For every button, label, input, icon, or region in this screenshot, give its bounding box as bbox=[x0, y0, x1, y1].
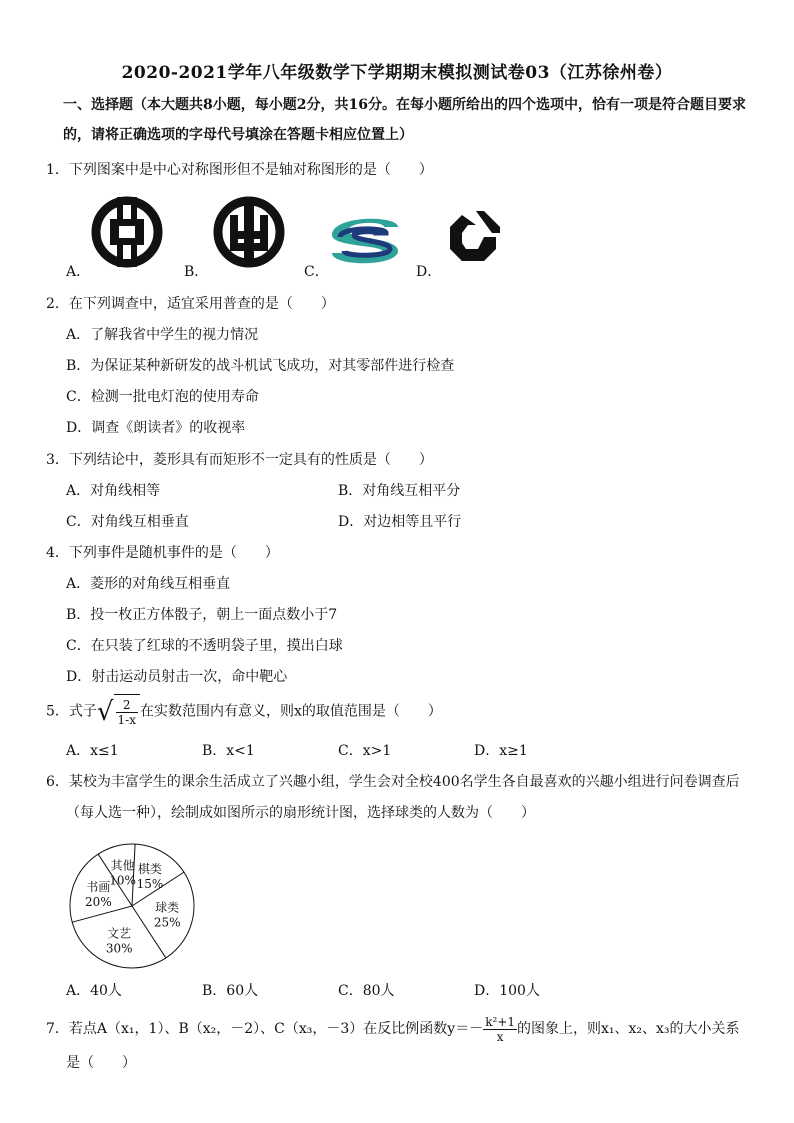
q1-label-a: A． bbox=[66, 264, 91, 280]
section-instructions bbox=[63, 90, 753, 150]
q5-stem bbox=[46, 694, 442, 729]
q3-option-d: D．对边相等且平行 bbox=[338, 514, 462, 530]
q7-stem bbox=[46, 1012, 740, 1046]
pie-slice-label: 球类 bbox=[155, 900, 180, 915]
pie-chart bbox=[66, 840, 198, 972]
q1-stem: 1．下列图案中是中心对称图形但不是轴对称图形的是（ ） bbox=[46, 162, 433, 178]
q1-label-c: C． bbox=[304, 264, 329, 280]
q5-suffix: 在实数范围内有意义，则x的取值范围是（ ） bbox=[139, 703, 442, 720]
q7-points: A（x₁，1）、B（x₂，－2）、C（x₃，－3） bbox=[96, 1021, 364, 1037]
q4-option-c: C．在只装了红球的不透明袋子里，摸出白球 bbox=[66, 638, 343, 654]
q2-option-d: D．调查《朗读者》的收视率 bbox=[66, 420, 246, 436]
q7-suffix: 的图象上，则x₁、x₂、x₃的大小关系 bbox=[516, 1021, 740, 1037]
q4-option-d: D．射击运动员射击一次，命中靶心 bbox=[66, 669, 288, 685]
q5-denominator: 1-x bbox=[117, 712, 136, 727]
q6-option-d: D．100人 bbox=[474, 983, 540, 999]
q5-fraction bbox=[116, 698, 138, 727]
q1-label-d: D． bbox=[416, 264, 442, 280]
q5-option-b: B．x<1 bbox=[202, 743, 255, 759]
q3-option-c: C．对角线互相垂直 bbox=[66, 514, 189, 530]
q6-stem-line-1: 6．某校为丰富学生的课余生活成立了兴趣小组，学生会对全校400名学生各自最喜欢的兴趣小组进行问卷调查后 bbox=[46, 774, 740, 790]
q7-mid: 在反比例函数y＝－ bbox=[363, 1021, 484, 1037]
q5-option-a: A．x≤1 bbox=[66, 743, 119, 759]
pie-slice-label: 棋类 bbox=[137, 861, 162, 876]
q3-option-b: B．对角线互相平分 bbox=[338, 483, 461, 499]
bank-of-china-logo-icon bbox=[90, 195, 164, 269]
pie-slice-value: 30% bbox=[105, 941, 133, 956]
q3-stem: 3．下列结论中，菱形具有而矩形不一定具有的性质是（ ） bbox=[46, 452, 433, 468]
q4-stem: 4．下列事件是随机事件的是（ ） bbox=[46, 545, 279, 561]
q3-option-a: A．对角线相等 bbox=[66, 483, 161, 499]
q5-option-d: D．x≥1 bbox=[474, 743, 528, 759]
q5-prefix: 5．式子 bbox=[46, 703, 97, 720]
construction-bank-logo-icon bbox=[442, 207, 504, 269]
page-title: 2020-2021学年八年级数学下学期期末模拟测试卷03（江苏徐州卷） bbox=[121, 63, 673, 83]
section-line-2: 的，请将正确选项的字母代号填涂在答题卡相应位置上） bbox=[63, 127, 413, 143]
pie-slice-value: 25% bbox=[153, 915, 181, 930]
pie-slice-label: 其他 bbox=[110, 858, 135, 873]
q6-option-a: A．40人 bbox=[66, 983, 122, 999]
q7-denominator: x bbox=[496, 1029, 504, 1044]
q7-fraction bbox=[483, 1015, 517, 1044]
pie-slice-label: 书画 bbox=[86, 880, 111, 895]
q2-option-a: A．了解我省中学生的视力情况 bbox=[66, 327, 259, 343]
pie-slice-value: 20% bbox=[85, 895, 112, 910]
q1-label-b: B． bbox=[184, 264, 209, 280]
q4-option-a: A．菱形的对角线互相垂直 bbox=[66, 576, 231, 592]
sqrt-sign-icon: √ bbox=[96, 696, 114, 727]
minsheng-bank-logo-icon bbox=[326, 207, 404, 269]
q2-stem: 2．在下列调查中，适宜采用普查的是（ ） bbox=[46, 296, 335, 312]
pie-slice-value: 15% bbox=[136, 876, 164, 891]
q7-prefix: 7．若点 bbox=[46, 1021, 97, 1037]
pie-slice-label: 文艺 bbox=[107, 926, 132, 941]
section-line-1: 一、选择题（本大题共8小题，每小题2分，共16分。在每小题所给出的四个选项中，恰有一项是符合题目要求 bbox=[63, 97, 746, 113]
q5-numerator: 2 bbox=[116, 698, 138, 713]
q4-option-b: B．投一枚正方体骰子，朝上一面点数小于7 bbox=[66, 607, 338, 623]
q5-option-c: C．x>1 bbox=[338, 743, 392, 759]
q7-stem-line-2: 是（ ） bbox=[66, 1055, 136, 1071]
pie-slice-value: 10% bbox=[109, 873, 136, 888]
q7-numerator: k²+1 bbox=[485, 1014, 515, 1029]
q6-stem-line-2: （每人选一种），绘制成如图所示的扇形统计图，选择球类的人数为（ ） bbox=[66, 805, 535, 821]
q5-radicand bbox=[114, 694, 140, 729]
agricultural-bank-logo-icon bbox=[212, 195, 286, 269]
q2-option-b: B．为保证某种新研发的战斗机试飞成功，对其零部件进行检查 bbox=[66, 358, 455, 374]
q2-option-c: C．检测一批电灯泡的使用寿命 bbox=[66, 389, 259, 405]
q6-option-b: B．60人 bbox=[202, 983, 259, 999]
q6-option-c: C．80人 bbox=[338, 983, 395, 999]
